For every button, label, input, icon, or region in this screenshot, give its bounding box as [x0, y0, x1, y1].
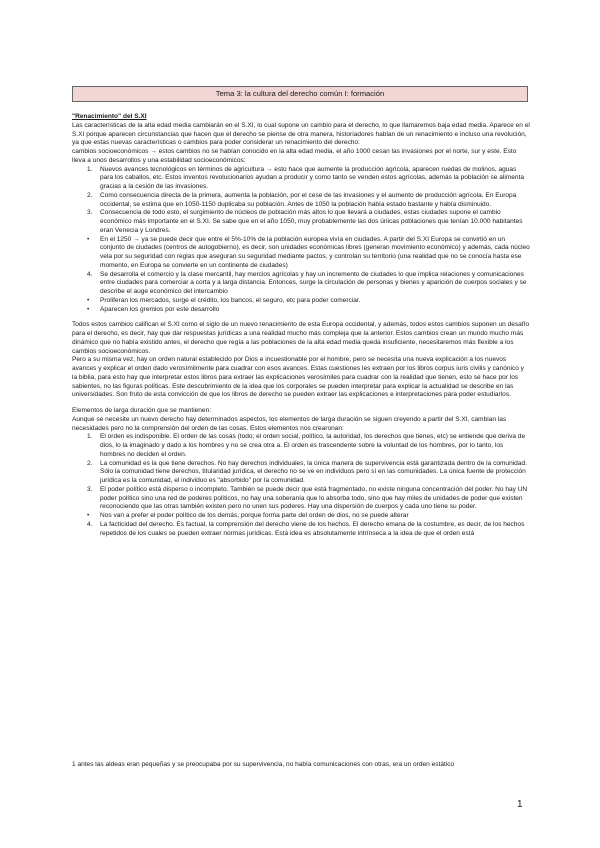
list-item-text: El orden es indisponible. El orden de las cosas (todo; el orden social, político, la autoridad, los derechos que tienes, etc) se entiende que deriva de dios, lo la imaginado y dado a los hombres y no se crea otra a. El orden es trascendente sobre la voluntad de los hombres, por lo tanto, los hombres no deciden el orden. — [100, 433, 526, 458]
topic-title-box — [72, 86, 528, 102]
list-item — [72, 271, 530, 297]
socioeconomic-changes-list — [72, 166, 530, 315]
paragraph: cambios socioeconómicos → estos cambios no se habían conocido en la alta edad media, el año 1000 cesan las invasiones por el norte, sur y este. Esto lleva a unos desarrollos y una estabilidad socioeconómicos: — [72, 148, 517, 164]
list-item — [72, 486, 530, 512]
list-marker: 1. — [87, 433, 93, 441]
list-marker: • — [87, 296, 90, 304]
long-duration-elements-list — [72, 433, 530, 538]
list-marker: 3. — [87, 209, 93, 217]
list-item — [72, 209, 530, 235]
list-marker: 3. — [87, 485, 93, 493]
list-item-text: Aparecen los gremios por este desarrollo — [100, 305, 220, 313]
list-item-text: En el 1250 → ya se puede decir que entre el 5%-10% de la población europea vivía en ciudades. A partir del S.XI Europa se convirtió en un conjunto de ciudades (centros de autogobierno), es decir, son unidades económicas libres (generan movimiento económico) y además, cada núcleo vela por su seguridad con reglas que aseguran su seguridad mediante pactos, y controlan su territorio (una realidad que no se conocía hasta ese momento, en Europa se convierte en un continente de ciudades) — [100, 235, 530, 269]
list-marker: 1. — [87, 165, 93, 173]
list-item — [72, 306, 530, 315]
list-item-text: Proliferan los mercados, surge el crédito, los bancos, el seguro, etc para poder comerciar. — [100, 296, 361, 304]
list-item — [72, 460, 530, 486]
list-item-text: La comunidad es la que tiene derechos. No hay derechos individuales, la única manera de supervivencia está garantizada dentro de la comunidad. Sólo la comunidad tiene derechos, titularidad jurídica, el derecho no se ve en individuos pero sí en las comunidades. La única fuente de protección jurídica es la comunidad, el individuo es "absorbido" por la comunidad. — [100, 459, 527, 484]
list-item-text: Consecuencia de todo esto, el surgimiento de núcleos de población más altos lo que llevará a ciudades, estas ciudades supone el cambio económico más importante en el S.XI. Se sabe que en el año 1050, muy probablemente las dos únicas poblaciones que tenían 10.000 habitantes eran Venecia y Londres. — [100, 209, 523, 234]
list-marker: • — [87, 235, 90, 243]
list-item-text: Se desarrolla el comercio y la clase mercantil, hay mercios agrícolas y hay un incremento de ciudades lo que implica relaciones y comunicaciones entre ciudades para comerciar a corta y a larga distancia. Entonces, surge la circulación de personas y bienes y aparición de cuerpos sociales y se describe el auge económico del intercambio — [100, 270, 527, 295]
list-marker: • — [87, 305, 90, 313]
document-body — [72, 113, 530, 538]
list-marker: • — [87, 512, 90, 519]
list-item — [72, 192, 530, 210]
list-item — [72, 512, 530, 521]
list-item-text: Nos van a prefer el poder político de los demás, porque forma parte del orden de dios, no se puede alterar — [100, 512, 409, 519]
list-marker: 4. — [87, 520, 93, 528]
spacer — [72, 400, 530, 407]
list-item-text: El poder político está disperso o incompleto. También se puede decir que está fragmentado, no existe ninguna concentración del poder. No hay UN poder político sino una red de poderes políticos, no hay una soberanía que lo absorba todo, sino que hay miles de unidades de poder que existen reconociendo que las otras también existen pero no unen sus poderes. Hay una dispersión de cuerpos y cada uno tiene su poder. — [100, 485, 528, 511]
paragraph: Las características de la alta edad media cambiarán en el S.XI, lo cual supone un cambio para el derecho, lo que llamaremos baja edad media. Aparece en el S.XI porque aparecen circunstancias que hacen que el derecho se piense de otra manera, historiadores hablan de un renacimiento e incluso una revolución, ya que estas nuevas características o cambios para poder considerar un renacimiento del derecho: — [72, 121, 530, 147]
section-heading-renacimiento: "Renacimiento" del S.XI — [72, 113, 147, 120]
section-heading-elementos: Elementos de larga duración que se mantienen: — [72, 407, 212, 414]
paragraph: Todos estos cambios califican el S.XI como el siglo de un nuevo renacimiento de esta Europa occidental, y además, todos estos cambios suponen un desafío para el derecho, es decir, hay que dar respuestas jurídicas a una realidad mucho más compleja que la anterior. Estos cambios crean un mundo mucho más dinámico que no había existido antes, el derecho que regía a las poblaciones de la alta edad media queda insuficiente, necesitaremos más flexible a los cambios socioeconómicos. — [72, 321, 530, 355]
paragraph: Aunque se necesite un nuevo derecho hay determinados aspectos, los elementos de larga duración se siguen creyendo a partir del S.XI, cambian las necesidades pero no la comprensión del orden de las cosas. Estos elementos nos crearonan: — [72, 415, 507, 432]
footnote: 1 antes las aldeas eran pequeñas y se preocupaba por su supervivencia, no había comunicaciones con otras, era un orden estático — [72, 761, 455, 768]
list-marker: 2. — [87, 459, 93, 467]
list-item-text: Nuevos avances tecnológicos en términos de agricultura → esto hace que aumente la producción agrícola, aparecen ruedas de molinos, aguas para los caballos, etc. Estos inventos revolucionarios ayudan a producir y como tanto se venden estos agrícolas, además la población se alimenta gracias a la cesión de las invasiones. — [100, 165, 524, 190]
list-item-text: La facticidad del derecho. Es factual, la comprensión del derecho viene de los hechos. El derecho emana de la costumbre, es decir, de los hechos repetidos de los cuales se pueden extraer normas jurídicas. Está idea es absolutamente intrínseca a la idea de que el orden está — [100, 520, 525, 537]
list-item — [72, 166, 530, 192]
topic-title: Tema 3: la cultura del derecho común I: formación — [215, 89, 385, 98]
list-item — [72, 433, 530, 459]
list-item-text: Como consecuencia directa de la primera, aumenta la población, por el cese de las invasiones y el aumento de producción agrícola. En Europa occidental, se estima que en 1050-1150 duplicaba su población. Antes de 1050 la población había estado bastante y había disminuido. — [100, 191, 517, 208]
list-marker: 4. — [87, 270, 93, 278]
list-item — [72, 297, 530, 306]
page-number: 1 — [517, 799, 523, 810]
list-item — [72, 521, 530, 539]
paragraph: Pero a su misma vez, hay un orden natural establecido por Dios e incuestionable por el hombre, pero se necesita una nueva explicación a los nuevos avances y explicar el orden dado verosímilmente para cuadrar con esos avances. Estas cuestiones les extraen por los libros corpus iuris civilis y canónico y la biblia, para esto hay que interpretar estos libros para extraer las explicaciones verosímiles para cuadrar con la realidad que tienen, esto se hace por los sabientes, no las figuras políticas. Este descubrimiento de la idea que los corporales se pueden interpretar para explicar la actualidad se describe en las universidades. Son fruto de esta convicción de que los libros de derecho se pueden extraer las explicaciones e interpretaciones para poder estudiarlos. — [72, 356, 524, 399]
spacer — [72, 314, 530, 321]
list-item — [72, 236, 530, 271]
list-marker: 2. — [87, 191, 93, 199]
